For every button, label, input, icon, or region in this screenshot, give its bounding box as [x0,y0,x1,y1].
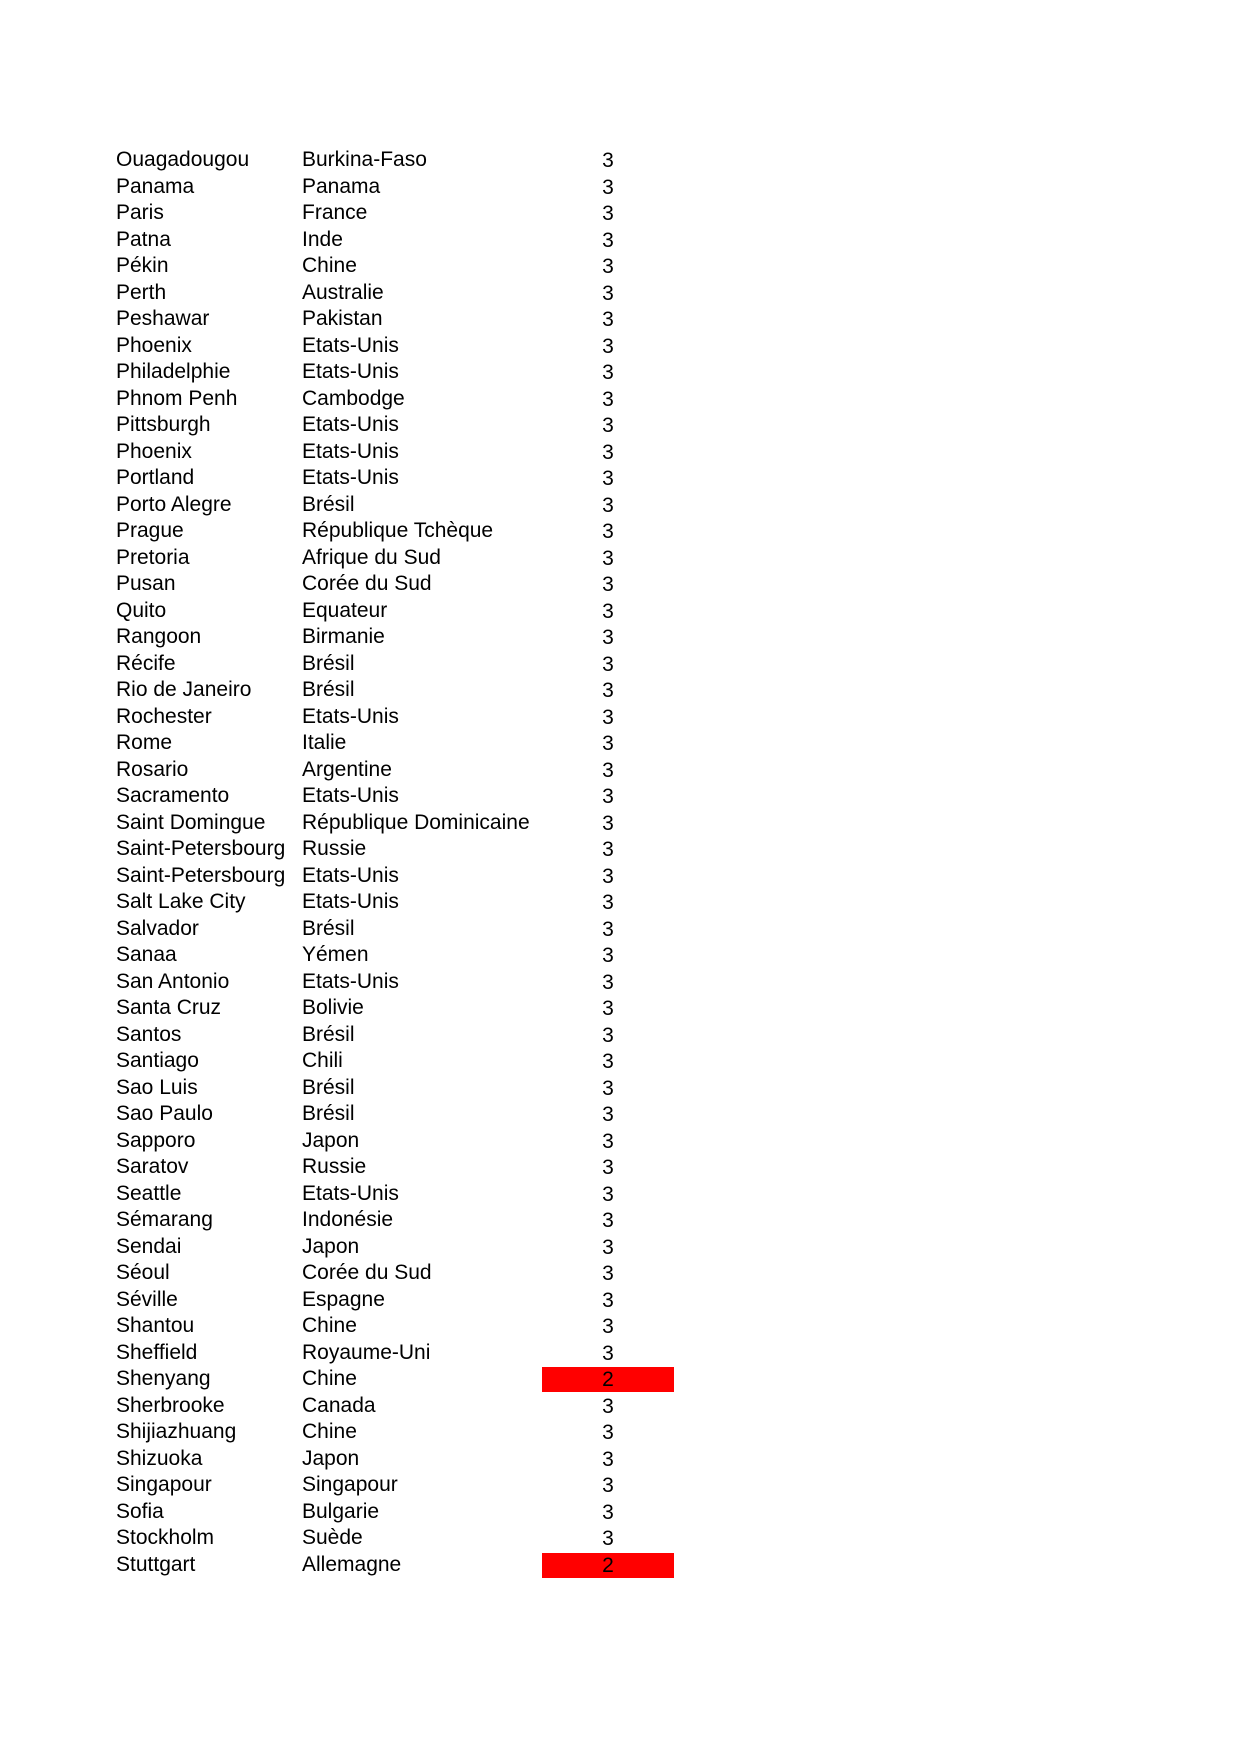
city-cell: Singapour [116,1473,212,1496]
score-cell: 3 [602,944,614,967]
city-cell: Rochester [116,704,212,728]
score-cell: 3 [602,705,614,729]
country-cell: Etats-Unis [302,704,399,728]
score-cell: 3 [602,758,614,782]
city-cell: Rio de Janeiro [116,678,252,701]
score-cell: 3 [602,970,614,994]
score-cell: 3 [602,891,614,914]
table-row [110,1260,710,1287]
city-cell: Santiago [116,1049,199,1072]
score-cell: 3 [602,149,614,172]
table-row [110,995,710,1022]
city-cell: Sofia [116,1499,164,1523]
country-cell: Afrique du Sud [302,545,441,569]
city-cell: Pretoria [116,545,190,569]
score-cell: 3 [602,1023,614,1047]
city-cell: Stockholm [116,1526,215,1549]
table-row [110,1022,710,1049]
score-cell: 3 [602,679,614,702]
table-row [110,1340,710,1367]
score-cell: 3 [602,1500,614,1524]
country-cell: Panama [302,174,381,198]
city-cell: Sanaa [116,943,177,966]
country-cell: Etats-Unis [302,439,399,463]
score-cell: 3 [602,334,614,358]
table-row [110,545,710,572]
score-cell: 3 [602,520,614,543]
country-cell: Japon [302,1234,360,1258]
table-row [110,280,710,307]
table-row [110,704,710,731]
score-cell: 3 [602,440,614,464]
city-cell: Pittsburgh [116,413,211,436]
spreadsheet-table [110,147,710,1578]
city-cell: Porto Alegre [116,492,232,516]
table-row [110,1075,710,1102]
score-cell: 3 [602,1447,614,1471]
table-row [110,253,710,280]
table-row [110,439,710,466]
table-row [110,810,710,837]
city-cell: Sao Luis [116,1075,198,1099]
city-cell: Sémarang [116,1208,213,1231]
table-row [110,1287,710,1314]
table-row [110,1552,710,1579]
score-cell: 3 [602,467,614,490]
city-cell: Phoenix [116,439,192,463]
score-cell: 3 [602,1182,614,1206]
country-cell: Indonésie [302,1208,394,1231]
city-cell: Paris [116,201,164,224]
table-row [110,863,710,890]
score-cell: 3 [602,1209,614,1232]
country-cell: Etats-Unis [302,466,399,489]
country-cell: Argentine [302,757,392,781]
score-cell: 3 [602,1474,614,1497]
score-cell: 3 [602,387,614,411]
country-cell: Brésil [302,1102,355,1125]
table-row [110,757,710,784]
city-cell: Philadelphie [116,360,231,383]
country-cell: Brésil [302,492,355,516]
country-cell: Brésil [302,651,355,675]
table-row [110,492,710,519]
score-cell: 3 [602,1341,614,1365]
country-cell: Cambodge [302,386,405,410]
table-row [110,227,710,254]
country-cell: Etats-Unis [302,413,399,436]
city-cell: Shantou [116,1314,195,1337]
country-cell: Japon [302,1128,360,1152]
city-cell: Salvador [116,916,199,940]
country-cell: Russie [302,837,367,860]
city-cell: Rangoon [116,625,202,648]
city-cell: Panama [116,174,195,198]
score-cell: 3 [602,493,614,517]
score-cell: 3 [602,599,614,623]
score-cell: 3 [602,1527,614,1550]
table-row [110,969,710,996]
table-row [110,1393,710,1420]
table-row [110,677,710,704]
score-cell: 3 [602,732,614,755]
country-cell: Chili [302,1049,343,1072]
score-cell: 3 [602,864,614,888]
score-cell: 3 [602,1050,614,1073]
score-cell: 3 [602,917,614,941]
score-cell: 3 [602,1288,614,1312]
score-cell: 3 [602,1156,614,1179]
score-cell: 3 [602,175,614,199]
city-cell: Sapporo [116,1128,196,1152]
country-cell: France [302,201,368,224]
table-row [110,200,710,227]
country-cell: Inde [302,227,343,251]
city-cell: Santa Cruz [116,996,222,1019]
country-cell: Suède [302,1526,363,1549]
country-cell: Etats-Unis [302,890,399,913]
score-cell: 3 [602,546,614,570]
country-cell: Canada [302,1393,376,1417]
table-row [110,147,710,174]
city-cell: Sacramento [116,784,230,807]
table-row [110,1234,710,1261]
country-cell: Corée du Sud [302,1261,432,1284]
city-cell: San Antonio [116,969,230,993]
city-cell: Seattle [116,1181,182,1205]
city-cell: Portland [116,466,195,489]
score-cell: 3 [602,308,614,331]
score-cell: 3 [602,1262,614,1285]
score-cell: 3 [602,811,614,835]
table-row [110,1499,710,1526]
city-cell: Salt Lake City [116,890,246,913]
city-cell: Patna [116,227,171,251]
table-row [110,916,710,943]
score-cell: 3 [602,1235,614,1259]
country-cell: Brésil [302,678,355,701]
city-cell: Sendai [116,1234,182,1258]
table-row [110,836,710,863]
country-cell: Royaume-Uni [302,1340,431,1364]
score-cell: 3 [602,997,614,1020]
city-cell: Stuttgart [116,1552,196,1576]
country-cell: Birmanie [302,625,385,648]
score-cell: 3 [602,838,614,861]
table-row [110,730,710,757]
city-cell: Prague [116,519,184,542]
table-row [110,1313,710,1340]
city-cell: Saint Domingue [116,810,266,834]
table-row [110,942,710,969]
highlighted-score-cell: 2 [542,1553,674,1578]
table-row [110,1128,710,1155]
country-cell: Chine [302,254,357,277]
city-cell: Phoenix [116,333,192,357]
country-cell: Equateur [302,598,388,622]
table-row [110,598,710,625]
table-row [110,333,710,360]
score-cell: 3 [602,785,614,808]
score-cell: 3 [602,228,614,252]
table-row [110,1207,710,1234]
country-cell: Burkina-Faso [302,148,427,171]
city-cell: Shenyang [116,1367,211,1390]
country-cell: République Tchèque [302,519,494,542]
city-cell: Quito [116,598,167,622]
score-cell: 3 [602,281,614,305]
country-cell: Japon [302,1446,360,1470]
country-cell: Brésil [302,1022,355,1046]
table-row [110,306,710,333]
country-cell: Chine [302,1314,357,1337]
city-cell: Saint-Petersbourg [116,837,286,860]
score-cell: 3 [602,1076,614,1100]
country-cell: Etats-Unis [302,784,399,807]
country-cell: Yémen [302,943,369,966]
country-cell: Italie [302,731,347,754]
table-row [110,571,710,598]
table-row [110,465,710,492]
table-row [110,1472,710,1499]
table-row [110,1419,710,1446]
score-cell: 3 [602,1129,614,1153]
city-cell: Rome [116,731,173,754]
score-cell: 3 [602,414,614,437]
city-cell: Sherbrooke [116,1393,225,1417]
country-cell: Brésil [302,916,355,940]
city-cell: Rosario [116,757,189,781]
country-cell: Corée du Sud [302,572,432,595]
country-cell: Singapour [302,1473,398,1496]
country-cell: Russie [302,1155,367,1178]
highlighted-score-cell: 2 [542,1367,674,1392]
country-cell: Etats-Unis [302,969,399,993]
city-cell: Shijiazhuang [116,1420,237,1443]
table-row [110,359,710,386]
country-cell: République Dominicaine [302,810,530,834]
city-cell: Séville [116,1287,178,1311]
country-cell: Chine [302,1420,357,1443]
country-cell: Bolivie [302,996,364,1019]
table-row [110,783,710,810]
table-row [110,174,710,201]
city-cell: Saratov [116,1155,189,1178]
score-cell: 3 [602,361,614,384]
score-cell: 3 [602,1103,614,1126]
table-row [110,1525,710,1552]
table-row [110,1366,710,1393]
city-cell: Récife [116,651,176,675]
table-row [110,624,710,651]
city-cell: Phnom Penh [116,386,238,410]
country-cell: Bulgarie [302,1499,380,1523]
score-cell: 3 [602,1421,614,1444]
city-cell: Perth [116,280,167,304]
score-cell: 3 [602,202,614,225]
table-row [110,651,710,678]
city-cell: Peshawar [116,307,210,330]
country-cell: Etats-Unis [302,863,399,887]
city-cell: Santos [116,1022,182,1046]
score-cell: 3 [602,573,614,596]
score-cell: 3 [602,626,614,649]
city-cell: Saint-Petersbourg [116,863,286,887]
city-cell: Ouagadougou [116,148,250,171]
country-cell: Etats-Unis [302,1181,399,1205]
city-cell: Sao Paulo [116,1102,213,1125]
table-row [110,386,710,413]
city-cell: Pusan [116,572,176,595]
table-row [110,1048,710,1075]
table-row [110,1101,710,1128]
city-cell: Sheffield [116,1340,198,1364]
city-cell: Séoul [116,1261,170,1284]
table-row [110,1154,710,1181]
score-cell: 3 [602,1315,614,1338]
table-row [110,1181,710,1208]
country-cell: Allemagne [302,1552,402,1576]
country-cell: Pakistan [302,307,383,330]
country-cell: Chine [302,1367,357,1390]
city-cell: Shizuoka [116,1446,203,1470]
score-cell: 3 [602,255,614,278]
country-cell: Etats-Unis [302,333,399,357]
country-cell: Etats-Unis [302,360,399,383]
city-cell: Pékin [116,254,169,277]
table-row [110,518,710,545]
score-cell: 3 [602,1394,614,1418]
country-cell: Espagne [302,1287,385,1311]
country-cell: Brésil [302,1075,355,1099]
country-cell: Australie [302,280,384,304]
table-row [110,1446,710,1473]
table-row [110,412,710,439]
table-row [110,889,710,916]
score-cell: 3 [602,652,614,676]
